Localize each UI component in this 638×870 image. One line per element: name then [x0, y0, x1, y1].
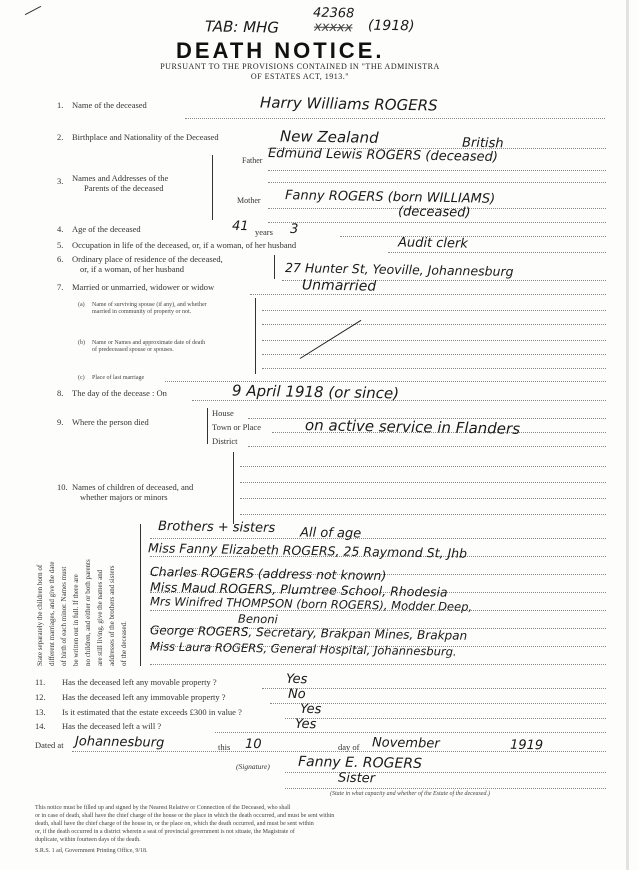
deceased-name: Harry Williams ROGERS [259, 93, 438, 115]
signer-capacity: Sister [337, 770, 376, 787]
item-5-label: Occupation in life of the deceased, or, if a woman, of her husband [72, 240, 297, 250]
item-9-number: 9. [57, 417, 64, 427]
sibling-entry: Miss Maud ROGERS, Plumtree School, Rhodesia [149, 579, 448, 600]
item-4-number: 4. [57, 224, 64, 234]
nationality: British [461, 135, 504, 152]
footer-note-line: or in case of death, shall have the chief charge of the house or the place in which the death occurred, and must be sent within [35, 813, 335, 819]
signature-label: (Signature) [236, 762, 270, 771]
birthplace: New Zealand [279, 127, 379, 147]
item-12-number: 12. [35, 692, 46, 702]
scan-edge [626, 0, 629, 870]
sibling-entry: Miss Laura ROGERS, General Hospital, Johannesburg. [149, 639, 457, 659]
signature: Fanny E. ROGERS [297, 753, 423, 773]
printer-imprint: S.R.S. 1 ad, Government Printing Office, 9/18. [35, 848, 148, 854]
item-12-label: Has the deceased left any immovable property ? [62, 692, 226, 702]
occupation: Audit clerk [397, 235, 468, 252]
item-3-label-2: Parents of the deceased [84, 183, 164, 193]
pen-stroke [25, 6, 41, 15]
residence: 27 Hunter St, Yeoville, Johannesburg [284, 260, 514, 279]
footer-note-line: death, shall have the chief charge of the house in, or the place on, which the death occurred, and must be sent within [35, 821, 314, 827]
item-13-number: 13. [35, 707, 46, 717]
dated-year: 1919 [509, 737, 544, 754]
item-6-label-2: or, if a woman, of her husband [80, 264, 184, 274]
side-note-line: of birth of each minor. Names must [60, 566, 68, 666]
siblings-heading: Brothers + sisters [157, 518, 276, 537]
item-7b-mark: (b) [78, 340, 85, 346]
item-11-label: Has the deceased left any movable property ? [62, 677, 217, 687]
side-note [30, 520, 140, 668]
item-2-number: 2. [57, 132, 64, 142]
estate-exceeds: Yes [299, 701, 322, 718]
item-6-label-1: Ordinary place of residence of the deceased, [72, 254, 223, 264]
side-note-line: are still living, give the names and [96, 569, 104, 666]
father-name: Edmund Lewis ROGERS (deceased) [267, 145, 499, 166]
dated-label: Dated at [35, 740, 64, 750]
date-of-death: 9 April 1918 (or since) [231, 381, 400, 403]
age-years: 41 [231, 218, 249, 235]
years-label: years [255, 227, 273, 237]
dated-place: Johannesburg [74, 734, 165, 751]
file-number: 42368 [312, 5, 355, 22]
year-note: (1918) [367, 17, 415, 35]
day-of-label: day of [338, 742, 360, 752]
footer-note-line: duplicate, within fourteen days of the death. [35, 837, 141, 843]
this-label: this [218, 742, 231, 752]
item-9-label: Where the person died [72, 417, 149, 427]
item-7b-text-2: of predeceased spouse or spouses. [92, 347, 174, 353]
subtitle-line1: PURSUANT TO THE PROVISIONS CONTAINED IN "THE ADMINISTRA [160, 62, 440, 71]
struck-number: xxxxx [313, 19, 353, 36]
page-title: DEATH NOTICE. [176, 38, 385, 63]
item-14-number: 14. [35, 721, 46, 731]
item-10-label-1: Names of children of deceased, and [72, 482, 194, 492]
place-of-death: on active service in Flanders [304, 416, 521, 438]
father-label: Father [242, 156, 263, 165]
item-14-label: Has the deceased left a will ? [62, 721, 162, 731]
sibling-entry: George ROGERS, Secretary, Brakpan Mines, Brakpan [149, 623, 468, 643]
dated-month: November [371, 735, 440, 752]
item-7c-text: Place of last marriage [92, 375, 145, 381]
subtitle-line2: OF ESTATES ACT, 1913." [250, 72, 350, 81]
item-8-label: The day of the decease : On [72, 388, 167, 398]
immovable-property: No [287, 686, 306, 703]
side-note-line: State separately the children born of [36, 564, 44, 666]
item-5-number: 5. [57, 240, 64, 250]
item-7b-text-1: Name or Names and approximate date of death [92, 340, 206, 346]
mother-label: Mother [237, 196, 261, 205]
dated-day: 10 [244, 736, 262, 753]
movable-property: Yes [285, 671, 308, 688]
item-6-number: 6. [57, 254, 64, 264]
side-note-line: be written out in full. If there are [72, 574, 80, 666]
item-3-label-1: Names and Addresses of the [72, 173, 169, 183]
side-note-line: addresses of the brothers and sisters [108, 565, 116, 666]
footer-note-line: This notice must be filled up and signed by the Nearest Relative or Connection of the Deceased, who shall [35, 805, 291, 811]
house-label: House [212, 408, 234, 418]
marital-status: Unmarried [301, 277, 377, 295]
sibling-entry: Benoni [237, 611, 278, 627]
side-note-line: of the deceased. [120, 621, 128, 666]
sibling-entry: Charles ROGERS (address not known) [149, 563, 387, 584]
left-will: Yes [294, 716, 317, 733]
side-note-line: different marriages, and give the date [48, 561, 56, 666]
item-10-number: 10. [57, 482, 68, 492]
item-7-number: 7. [57, 282, 64, 292]
item-11-number: 11. [35, 677, 46, 687]
siblings-age-note: All of age [299, 525, 362, 542]
side-note-line: no children, and either or both parents [84, 559, 92, 666]
mother-name: Fanny ROGERS (born WILLIAMS) [284, 188, 496, 207]
item-7c-mark: (c) [78, 375, 85, 381]
item-8-number: 8. [57, 388, 64, 398]
item-2-label: Birthplace and Nationality of the Deceased [72, 132, 219, 142]
mother-status: (deceased) [397, 204, 471, 221]
town-label: Town or Place [212, 422, 261, 432]
district-label: District [212, 436, 238, 446]
item-3-number: 3. [57, 176, 64, 186]
age-months: 3 [289, 221, 299, 238]
reference-code: TAB: MHG [204, 17, 280, 37]
sibling-entry: Miss Fanny Elizabeth ROGERS, 25 Raymond St, Jhb [147, 540, 468, 561]
capacity-label: (State in what capacity and whether of the Estate of the deceased.) [330, 791, 490, 797]
footer-note-line: or, if the death occurred in a district wherein a seat of provincial government is not situate, the Magistrate of [35, 829, 295, 835]
item-7-label: Married or unmarried, widower or widow [72, 282, 215, 292]
item-1-number: 1. [57, 100, 64, 110]
sibling-entry: Mrs Winifred THOMPSON (born ROGERS), Modder Deep, [149, 594, 473, 614]
item-4-label: Age of the deceased [72, 224, 141, 234]
item-7a-text-1: Name of surviving spouse (if any), and whether [92, 302, 207, 308]
item-7a-mark: (a) [78, 302, 85, 308]
item-1-label: Name of the deceased [72, 100, 147, 110]
item-13-label: Is it estimated that the estate exceeds £300 in value ? [62, 707, 242, 717]
item-7a-text-2: married in community of property or not. [92, 309, 192, 315]
item-10-label-2: whether majors or minors [80, 492, 168, 502]
